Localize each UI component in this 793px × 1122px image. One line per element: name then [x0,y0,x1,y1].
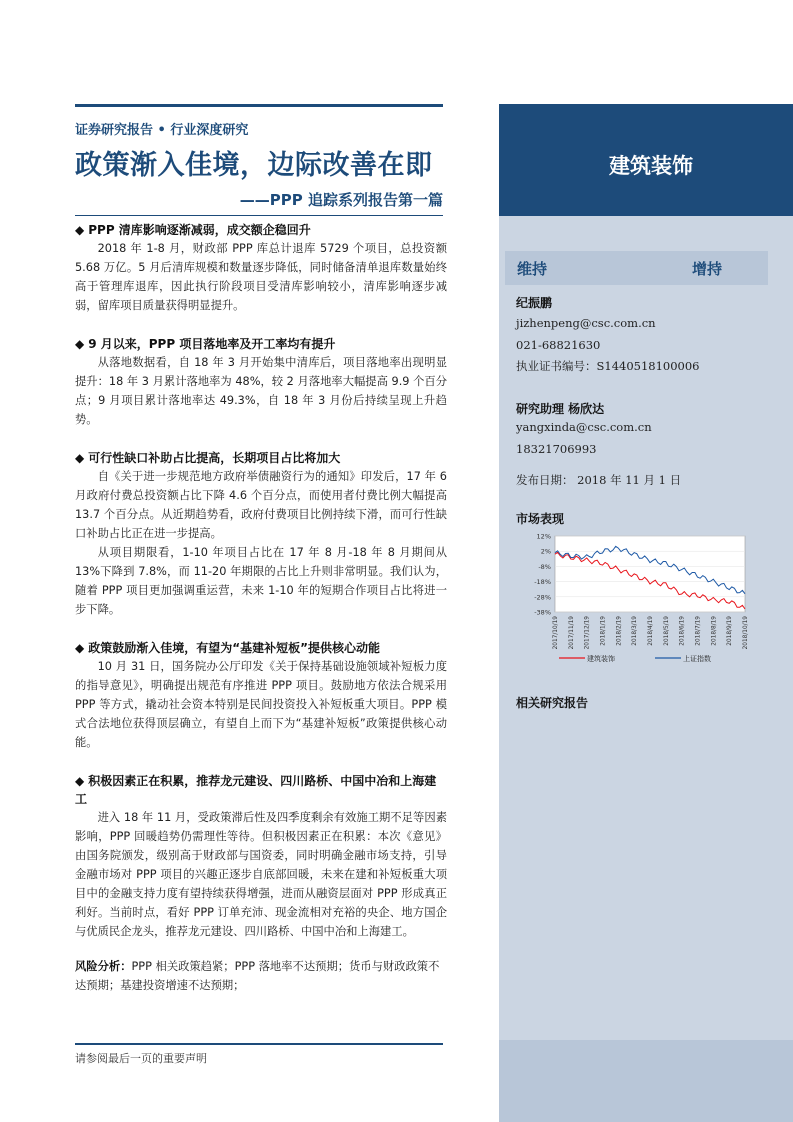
chart-x-tick-label: 2018/6/19 [679,616,686,646]
risk-analysis [75,957,447,995]
chart-x-tick-label: 2018/1/19 [600,616,607,646]
section-paragraph: 10 月 31 日，国务院办公厅印发《关于保持基础设施领域补短板力度的指导意见》，明确提出规范有序推进 PPP 项目。鼓励地方依法合规采用 PPP 等方式，撬动社会资本特别是民间投资投入补短板重大项目。PPP 模式合法地位获得顶层确立，有望自上而下为“基建补短板”政策提供核心动能。 [75,660,447,749]
analyst-license: 执业证书编号：S1440518100006 [516,359,700,373]
chart-y-tick-label: 12% [536,532,551,541]
market-chart-svg [515,530,755,670]
section-heading-text: 积极因素正在积累，推荐龙元建设、四川路桥、中国中冶和上海建工 [75,774,437,806]
chart-y-tick-label: 2% [540,547,551,556]
chart-x-tick-label: 2018/10/19 [743,616,749,650]
industry-label: 建筑装饰 [609,154,693,178]
chart-x-tick-label: 2018/9/19 [727,616,734,646]
assistant-phone: 18321706993 [516,442,597,456]
diamond-bullet-icon: ◆ [75,337,85,351]
chart-x-tick-label: 2017/11/19 [568,616,575,650]
header-top-rule [75,104,443,107]
main-content [75,221,447,995]
chart-x-tick-label: 2018/3/19 [632,616,639,646]
market-performance-label: 市场表现 [516,512,565,526]
risk-label: 风险分析： [75,960,132,973]
diamond-bullet-icon: ◆ [75,641,85,655]
section-heading [75,639,447,657]
header-bottom-rule [75,215,443,216]
section-5 [75,772,447,941]
rating-previous: 维持 [517,260,548,278]
market-chart [515,530,755,670]
chart-x-tick-label: 2018/2/19 [616,616,623,646]
analyst-name: 纪振鹏 [516,296,553,310]
section-3 [75,449,447,619]
section-heading-text: 可行性缺口补助占比提高，长期项目占比将加大 [88,451,341,465]
section-paragraph: 进入 18 年 11 月，受政策滞后性及四季度剩余有效施工期不足等因素影响，PPP 回暖趋势仍需理性等待。但积极因素正在积累：本次《意见》由国务院颁发，级别高于财政部与国资委，同时明确金融市场支持，引导金融市场对 PPP 项目的兴趣正逐步自底部回暖，未来在建和补短板重大项目中的金融支持力度有望持续获得增强，进而从融资层面对 PPP 形成真正利好。当前时点，看好 PPP 订单充沛、现金流相对充裕的央企、地方国企与优质民企龙头，推荐龙元建设、四川路桥、中国中冶和上海建工。 [75,811,447,938]
section-4 [75,639,447,752]
section-1 [75,221,447,315]
section-paragraph: 2018 年 1-8 月，财政部 PPP 库总计退库 5729 个项目，总投资额 5.68 万亿。5 月后清库规模和数量逐步降低，同时储备清单退库数量始终高于管理库退库，因此执行阶段项目受清库影响较小，清库影响逐步减弱，留库项目质量获得明显提升。 [75,242,447,312]
footer-rule [75,1043,443,1045]
chart-x-tick-label: 2018/8/19 [711,616,718,646]
section-heading [75,449,447,467]
section-2 [75,335,447,429]
publish-date: 发布日期： 2018 年 11 月 1 日 [516,473,682,487]
legend-label-index: 上证指数 [683,655,711,663]
assistant-name: 研究助理 杨欣达 [516,402,605,416]
chart-x-tick-label: 2018/5/19 [663,616,670,646]
legend-label-industry: 建筑装饰 [587,655,615,663]
section-paragraph: 从项目期限看，1-10 年项目占比在 17 年 8 月-18 年 8 月期间从 13%下降到 7.8%，而 11-20 年期限的占比上升则非常明显。我们认为，随着 PPP 项目更加强调重运营，未来 1-10 年的短期合作项目占比将进一步下降。 [75,546,447,616]
sidebar-bottom-band [499,1040,793,1122]
chart-y-tick-label: -38% [534,608,551,617]
section-heading-text: 9 月以来，PPP 项目落地率及开工率均有提升 [88,337,336,351]
chart-x-tick-label: 2017/10/19 [553,616,559,650]
report-type-label: 证券研究报告 • 行业深度研究 [75,123,249,138]
section-heading [75,221,447,239]
section-paragraph: 从落地数据看，自 18 年 3 月开始集中清库后，项目落地率出现明显提升：18 年 3 月累计落地率为 48%，较 2 月落地率大幅提高 9.9 个百分点；9 月项目累计落地率达 49.3%，自 18 年 3 月份后持续呈现上升趋势。 [75,356,447,426]
analyst-email: jizhenpeng@csc.com.cn [516,316,656,330]
section-heading-text: PPP 清库影响逐渐减弱，成交额企稳回升 [88,223,311,237]
rating-current: 增持 [692,260,723,278]
rating-band [505,251,768,285]
analyst-phone: 021-68821630 [516,338,601,352]
chart-x-tick-label: 2017/12/19 [584,616,591,650]
section-heading [75,772,447,808]
section-heading-text: 政策鼓励渐入佳境，有望为“基建补短板”提供核心动能 [88,641,381,655]
diamond-bullet-icon: ◆ [75,223,85,237]
industry-banner [499,104,793,216]
diamond-bullet-icon: ◆ [75,774,85,788]
chart-x-tick-label: 2018/7/19 [695,616,702,646]
chart-y-tick-label: -28% [534,593,551,602]
footer-disclaimer: 请参阅最后一页的重要声明 [75,1052,207,1065]
chart-y-tick-label: -8% [538,562,551,571]
diamond-bullet-icon: ◆ [75,451,85,465]
chart-y-tick-label: -18% [534,578,551,587]
page-title: 政策渐入佳境，边际改善在即 [75,150,433,181]
assistant-email: yangxinda@csc.com.cn [516,420,652,434]
risk-text: PPP 相关政策趋紧；PPP 落地率不达预期；货币与财政政策不达预期；基建投资增速不达预期； [75,960,440,992]
page-subtitle: ——PPP 追踪系列报告第一篇 [239,191,443,209]
section-heading [75,335,447,353]
section-paragraph: 自《关于进一步规范地方政府举债融资行为的通知》印发后，17 年 6 月政府付费总投资额占比下降 4.6 个百分点，而使用者付费比例大幅提高 13.7 个百分点。从近期趋势看，政府付费项目比例持续下滑，而可行性缺口补助占比正在进一步提高。 [75,470,447,540]
chart-x-tick-label: 2018/4/19 [648,616,654,646]
related-reports-label: 相关研究报告 [516,696,589,710]
